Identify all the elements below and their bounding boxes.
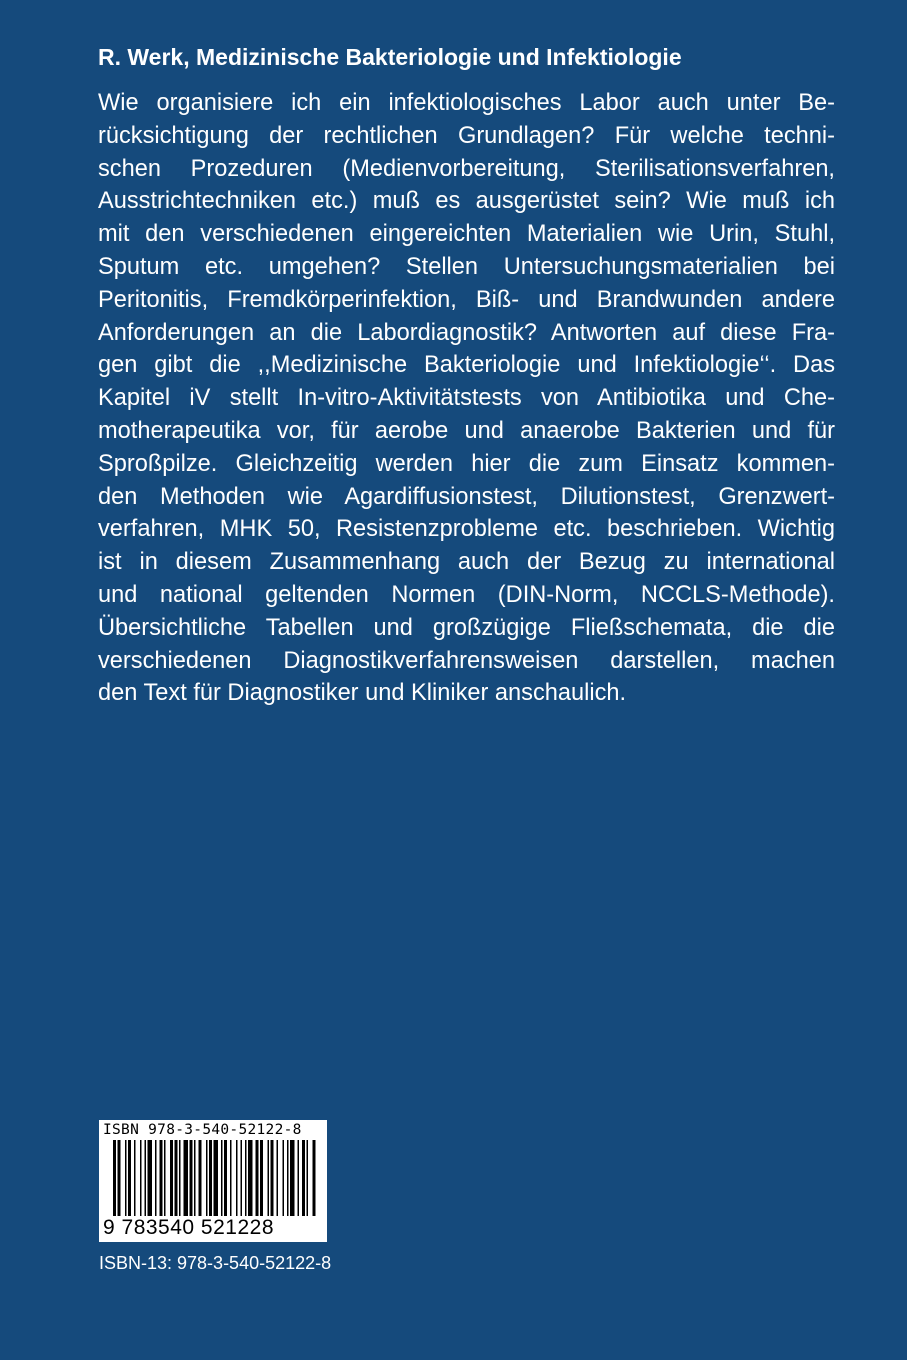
barcode-bar bbox=[248, 1140, 253, 1216]
description-text bbox=[98, 87, 835, 710]
barcode-bar bbox=[140, 1140, 142, 1216]
barcode-bar bbox=[271, 1140, 274, 1216]
description-line: Kapitel iV stellt In-vitro-Aktivitätstests von Antibiotika und Che- bbox=[98, 385, 835, 412]
description-line: gen gibt die ,,Medizinische Bakteriologie und Infektiologie‘‘. Das bbox=[98, 352, 835, 379]
barcode-bar bbox=[128, 1140, 131, 1216]
barcode-bar bbox=[209, 1140, 212, 1216]
description-line: verfahren, MHK 50, Resistenzprobleme etc. beschrieben. Wichtig bbox=[98, 516, 835, 543]
barcode-bar bbox=[260, 1140, 263, 1216]
description-line: verschiedenen Diagnostikverfahrensweisen darstellen, machen bbox=[98, 647, 835, 674]
barcode-bar bbox=[184, 1140, 189, 1216]
barcode-bar bbox=[245, 1140, 247, 1216]
description-line: Wie organisiere ich ein infektiologisches Labor auch unter Be- bbox=[98, 90, 835, 116]
barcode-bar bbox=[298, 1140, 300, 1216]
barcode-bar bbox=[214, 1140, 219, 1216]
barcode-bar bbox=[148, 1140, 153, 1216]
barcode-bar bbox=[125, 1140, 127, 1216]
barcode-bar bbox=[113, 1140, 116, 1216]
barcode-bar bbox=[268, 1140, 270, 1216]
barcode-bar bbox=[160, 1140, 163, 1216]
description-line: und national geltenden Normen (DIN-Norm, NCCLS-Methode). bbox=[98, 581, 835, 608]
barcode-bar bbox=[307, 1140, 309, 1216]
description-line: rücksichtigung der rechtlichen Grundlagen? Für welche techni- bbox=[98, 122, 835, 149]
barcode-bar bbox=[145, 1140, 147, 1216]
barcode-bar bbox=[155, 1140, 157, 1216]
barcode-bar bbox=[302, 1140, 305, 1216]
book-title: R. Werk, Medizinische Bakteriologie und Infektiologie bbox=[98, 44, 682, 70]
barcode-bar bbox=[175, 1140, 178, 1216]
description-line: Sproßpilze. Gleichzeitig werden hier die zum Einsatz kommen- bbox=[98, 450, 835, 477]
description-line: motherapeutika vor, für aerobe und anaerobe Bakterien und für bbox=[98, 417, 835, 444]
description-line: Übersichtliche Tabellen und großzügige Fließschemata, die die bbox=[98, 614, 835, 641]
description-line: Ausstrichtechniken etc.) muß es ausgerüstet sein? Wie muß ich bbox=[98, 188, 835, 215]
barcode-bar bbox=[224, 1140, 227, 1216]
description-line: Anforderungen an die Labordiagnostik? Antworten auf diese Fra- bbox=[98, 319, 835, 346]
barcode-isbn-label: ISBN 978-3-540-52122-8 bbox=[103, 1122, 302, 1138]
description-line: den Text für Diagnostiker und Kliniker anschaulich. bbox=[98, 680, 627, 707]
barcode-bar bbox=[287, 1140, 289, 1216]
barcode-bar bbox=[164, 1140, 166, 1216]
description-line: ist in diesem Zusammenhang auch der Bezug zu international bbox=[98, 549, 835, 576]
description-line: Sputum etc. umgehen? Stellen Untersuchungsmaterialien bei bbox=[98, 253, 835, 280]
barcode-bar bbox=[313, 1140, 316, 1216]
barcode-bar bbox=[134, 1140, 136, 1216]
barcode-bars bbox=[99, 1140, 327, 1218]
barcode-bar bbox=[206, 1140, 208, 1216]
barcode-box bbox=[99, 1120, 327, 1242]
description-line: Peritonitis, Fremdkörperinfektion, Biß- und Brandwunden andere bbox=[98, 286, 835, 313]
barcode-bar bbox=[199, 1140, 202, 1216]
barcode-bar bbox=[290, 1140, 295, 1216]
description-line: den Methoden wie Agardiffusionstest, Dilutionstest, Grenzwert- bbox=[98, 483, 835, 510]
barcode-bar bbox=[170, 1140, 173, 1216]
barcode-digits: 9 783540 521228 bbox=[103, 1216, 274, 1239]
barcode-bar bbox=[221, 1140, 223, 1216]
barcode-bar bbox=[190, 1140, 193, 1216]
isbn-13: ISBN-13: 978-3-540-52122-8 bbox=[99, 1253, 332, 1273]
barcode-bar bbox=[194, 1140, 196, 1216]
barcode-bar bbox=[277, 1140, 279, 1216]
barcode-bar bbox=[241, 1140, 243, 1216]
barcode-bar bbox=[236, 1140, 238, 1216]
description-line: mit den verschiedenen eingereichten Materialien wie Urin, Stuhl, bbox=[98, 221, 835, 248]
barcode-bar bbox=[283, 1140, 285, 1216]
description-line: schen Prozeduren (Medienvorbereitung, Sterilisationsverfahren, bbox=[98, 155, 835, 182]
barcode-bar bbox=[256, 1140, 259, 1216]
barcode-bar bbox=[118, 1140, 121, 1216]
barcode-bar bbox=[230, 1140, 232, 1216]
barcode-bar bbox=[179, 1140, 181, 1216]
